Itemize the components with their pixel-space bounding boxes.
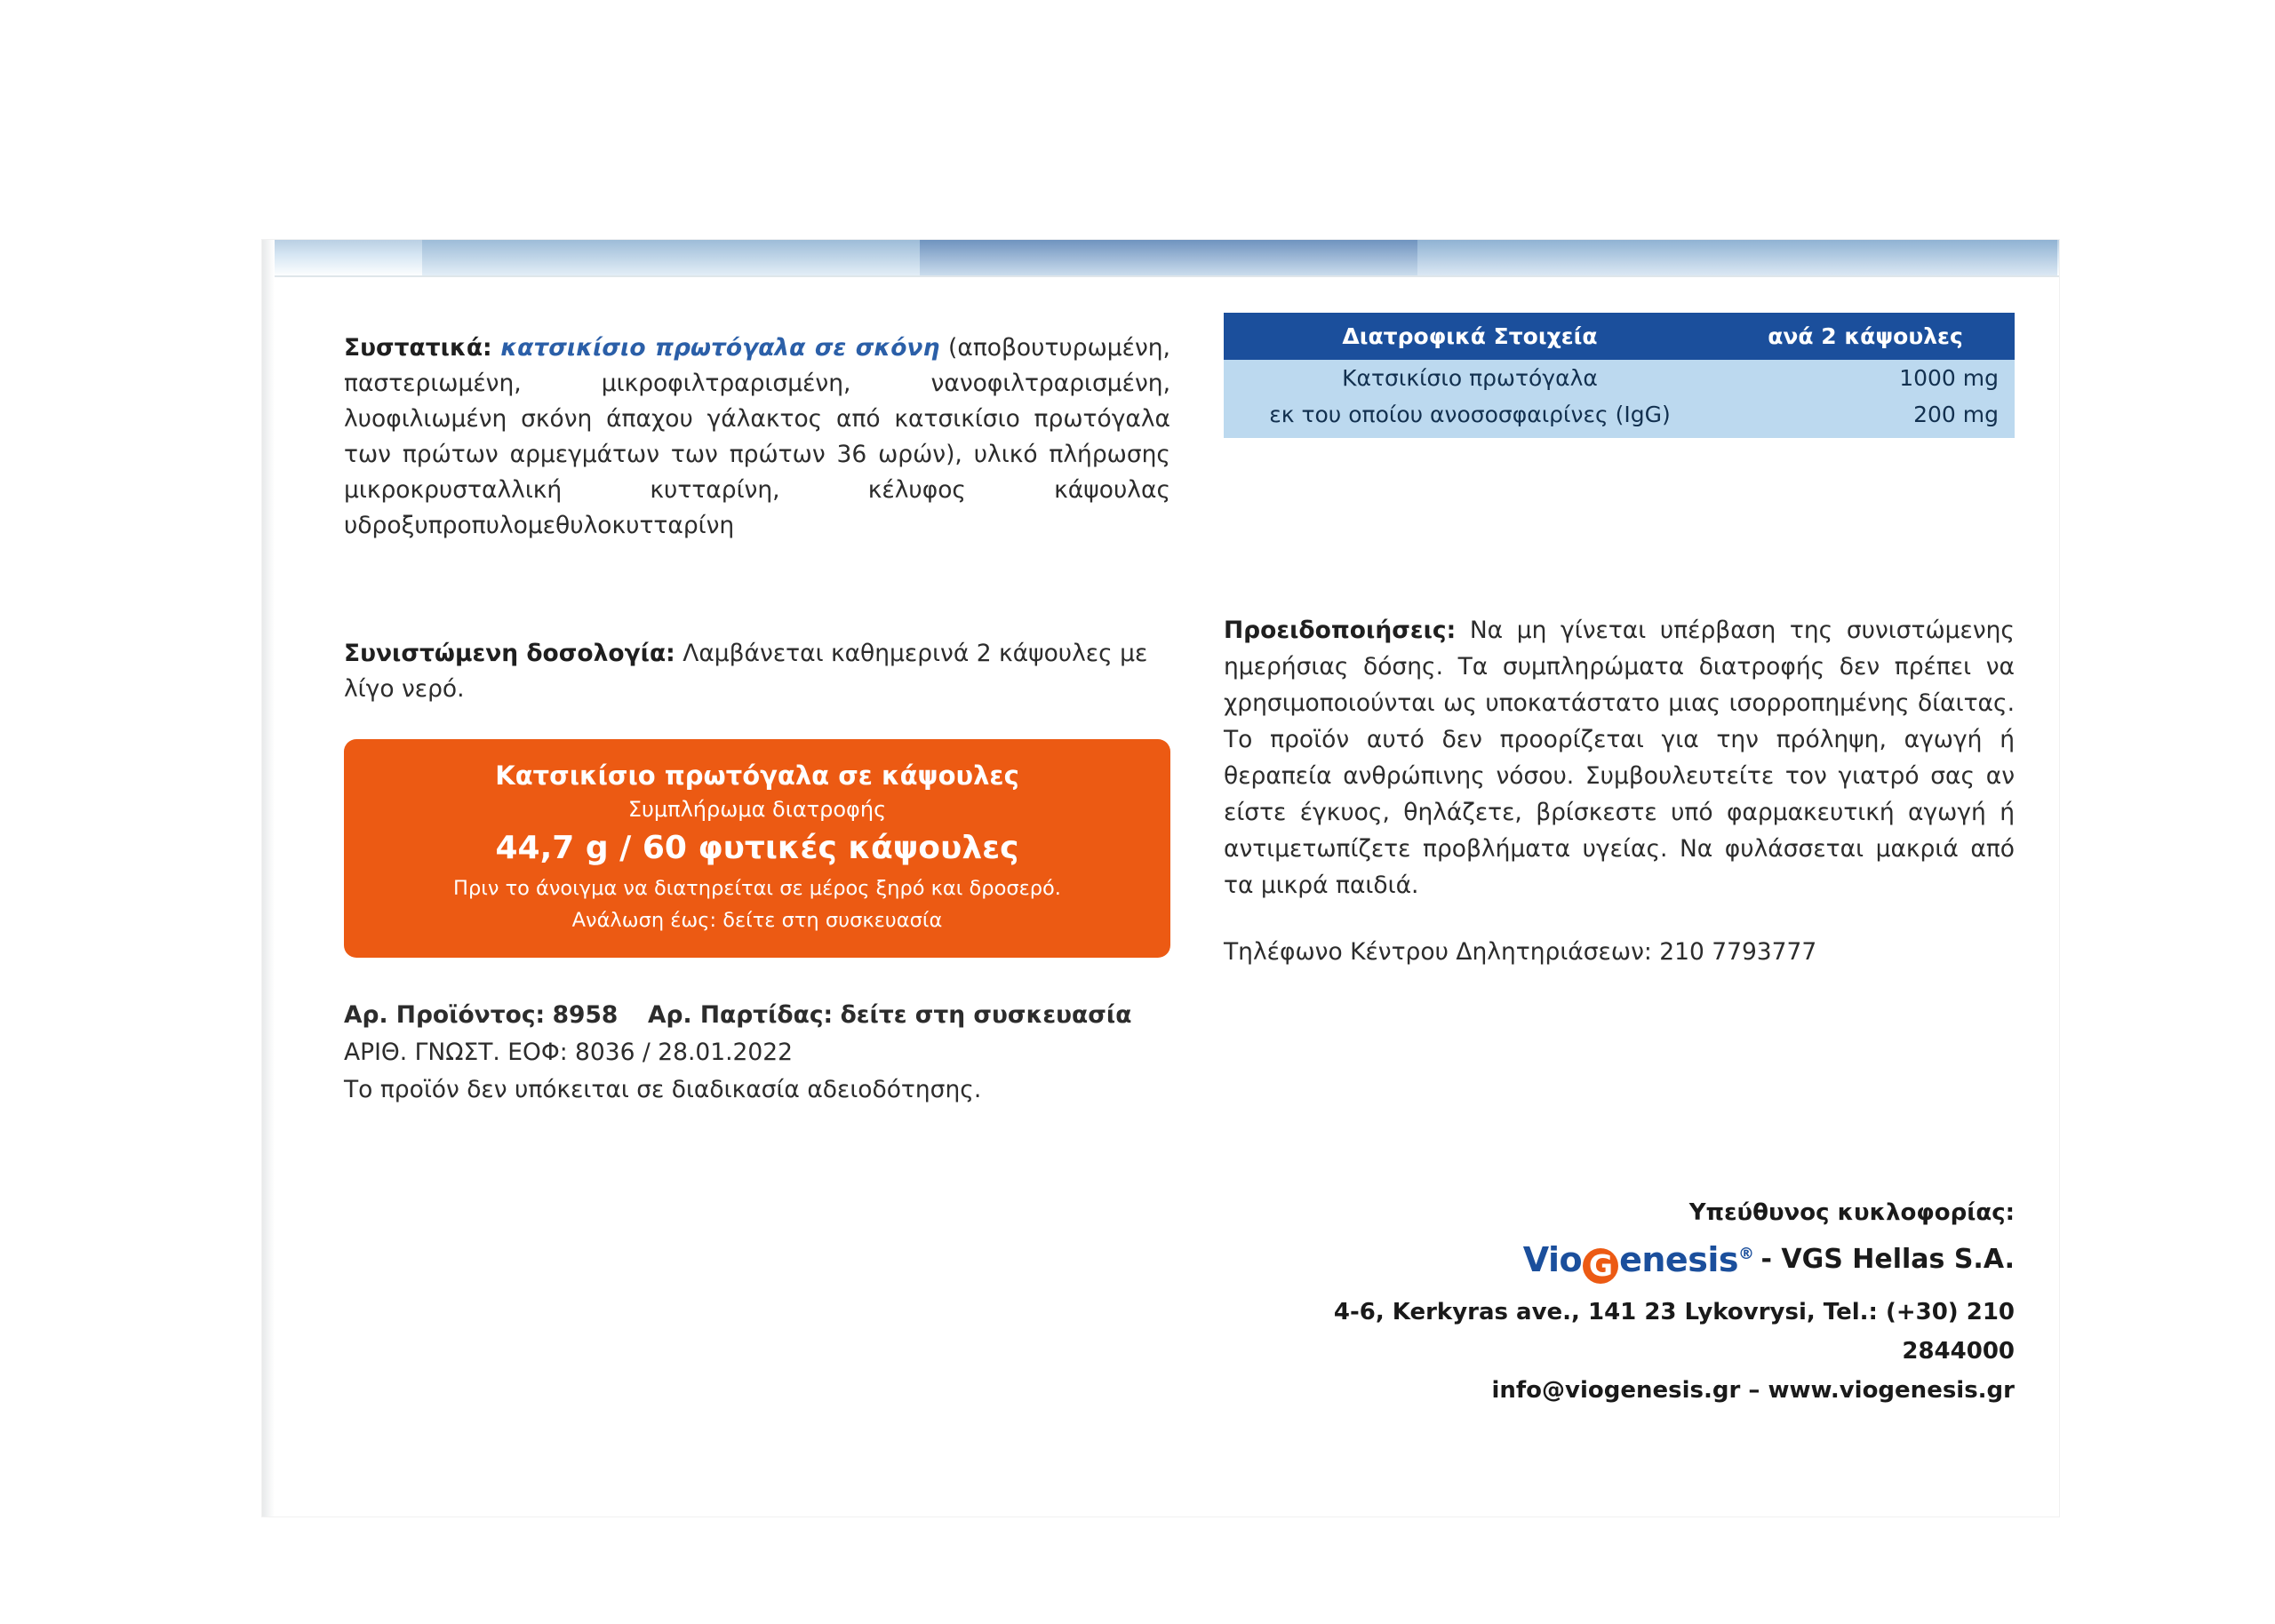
nutrition-header-left: Διατροφικά Στοιχεία: [1224, 313, 1716, 360]
product-no-value: 8958: [552, 1001, 619, 1029]
legal-codes-block: [344, 997, 1197, 1109]
logo-g-badge-icon: G: [1583, 1248, 1618, 1284]
manufacturer-block: [1224, 1197, 2015, 1410]
product-package: [262, 240, 2059, 1517]
batch-label: Αρ. Παρτίδας:: [648, 1001, 834, 1029]
manufacturer-web: info@viogenesis.gr – www.viogenesis.gr: [1491, 1377, 2015, 1404]
batch-value: δείτε στη συσκευασία: [840, 1001, 1132, 1029]
warnings-label: Προειδοποιήσεις:: [1224, 617, 1457, 644]
orange-panel-storage: Πριν το άνοιγμα να διατηρείται σε μέρος ξηρό και δροσερό.: [453, 877, 1061, 900]
eof-line: ΑΡΙΘ. ΓΝΩΣΤ. ΕΟΦ: 8036 / 28.01.2022: [344, 1039, 794, 1066]
orange-panel-quantity: 44,7 g / 60 φυτικές κάψουλες: [495, 830, 1019, 866]
right-column: [1224, 313, 2015, 970]
nutrition-table: [1224, 313, 2015, 438]
logo-registered-icon: ®: [1737, 1245, 1754, 1263]
artwork-stripe-center: [920, 240, 1417, 277]
artwork-stripe-right: [1417, 240, 2057, 277]
poison-center-line: Τηλέφωνο Κέντρου Δηλητηριάσεων: 210 7793777: [1224, 938, 1817, 966]
warnings-paragraph: [1224, 612, 2015, 904]
orange-panel-subtitle: Συμπλήρωμα διατροφής: [627, 797, 887, 822]
orange-product-panel: [344, 739, 1170, 958]
table-row: [1224, 360, 2015, 396]
manufacturer-address: 4-6, Kerkyras ave., 141 23 Lykovrysi, Tel.: (+30) 210 2844000: [1333, 1299, 2015, 1365]
package-top-artwork-band: [262, 240, 2059, 277]
ingredients-paragraph: [344, 330, 1170, 544]
package-back-panel: [262, 277, 2059, 1517]
product-no-label: Αρ. Προϊόντος:: [344, 1001, 546, 1029]
nutrition-header-right: ανά 2 κάψουλες: [1716, 313, 2015, 360]
viogenesis-wordmark: [1523, 1234, 1754, 1284]
viogenesis-logo: [1224, 1234, 2015, 1284]
orange-panel-expiry: Ανάλωση έως: δείτε στη συσκευασία: [571, 909, 943, 932]
artwork-stripe-left: [422, 240, 920, 277]
dosage-label: Συνιστώμενη δοσολογία:: [344, 640, 675, 667]
warnings-text: Να μη γίνεται υπέρβαση της συνιστώμενης ημερήσιας δόσης. Τα συμπληρώματα διατροφής δεν πρέπει να χρησιμοποιούνται ως υποκατάστατο μιας ισορροπημένης δίαιτας. Το προϊόν αυτό δεν προορίζεται για την πρόληψη, αγωγή ή θεραπεία ανθρώπινης νόσου. Συμβουλευτείτε τον γιατρό σας αν είστε έγκυος, θηλάζετε, βρίσκεστε υπό φαρμακευτική αγωγή ή αντιμετωπίζετε προβλήματα υγείας. Να φυλάσσεται μακριά από τα μικρά παιδιά.: [1224, 617, 2015, 899]
nutrition-table-header-row: [1224, 313, 2015, 360]
manufacturer-title: Υπεύθυνος κυκλοφορίας:: [1688, 1199, 2015, 1226]
ingredients-label: Συστατικά:: [344, 334, 492, 362]
dosage-paragraph: [344, 636, 1170, 707]
nutrition-row-0-value: 1000 mg: [1716, 360, 2015, 396]
logo-part-enesis: enesis: [1619, 1240, 1738, 1279]
legal-note: Το προϊόν δεν υπόκειται σε διαδικασία αδειοδότησης.: [344, 1076, 982, 1103]
logo-part-o: o: [1559, 1240, 1583, 1279]
table-row: [1224, 396, 2015, 438]
logo-part-vi: Vi: [1522, 1240, 1560, 1279]
ingredients-highlight: κατσικίσιο πρωτόγαλα σε σκόνη: [500, 334, 940, 362]
nutrition-row-0-name: Κατσικίσιο πρωτόγαλα: [1224, 360, 1716, 396]
dosage-text: Λαμβάνεται καθημερινά 2 κάψουλες με λίγο νερό.: [344, 640, 1148, 703]
ingredients-text: (αποβουτυρωμένη, παστεριωμένη, μικροφιλτραρισμένη, νανοφιλτραρισμένη, λυοφιλιωμένη σκόνη άπαχου γάλακτος από κατσικίσιο πρωτόγαλα των πρώτων αρμεγμάτων των πρώτων 36 ωρών), υλικό πλήρωσης μικροκρυσταλλική κυτταρίνη, κέλυφος κάψουλας υδροξυπροπυλομεθυλοκυτταρίνη: [344, 334, 1170, 539]
product-batch-line: [344, 997, 1197, 1034]
nutrition-row-1-name: εκ του οποίου ανοσοσφαιρίνες (IgG): [1224, 396, 1716, 438]
left-column: [344, 330, 1170, 707]
orange-panel-title: Κατσικίσιο πρωτόγαλα σε κάψουλες: [495, 760, 1019, 791]
company-name: - VGS Hellas S.A.: [1760, 1243, 2015, 1275]
nutrition-row-1-value: 200 mg: [1716, 396, 2015, 438]
